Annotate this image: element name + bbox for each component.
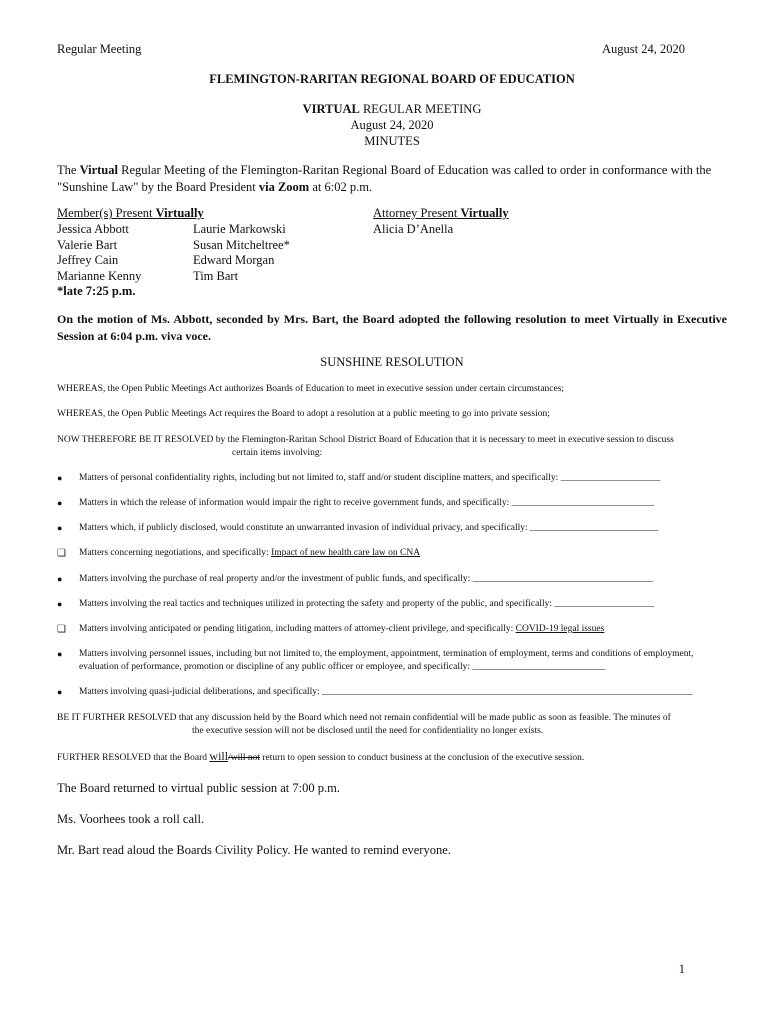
resolution-item-text: Matters involving the purchase of real property and/or the investment of public funds, and specifically: ______________________________________	[79, 574, 654, 584]
opening-text-3: at 6:02 p.m.	[309, 180, 373, 194]
member-name: Marianne Kenny	[57, 268, 142, 283]
return-session-paragraph	[57, 750, 727, 765]
bullet-icon: ●	[57, 473, 63, 483]
closing-paragraph: Ms. Voorhees took a roll call.	[57, 812, 205, 826]
further-resolved-paragraph	[57, 712, 727, 738]
member-name: Susan Mitcheltree*	[193, 237, 290, 252]
opening-bold-1: Virtual	[79, 163, 118, 177]
subtitle-minutes: MINUTES	[364, 134, 420, 148]
resolved-rest: by the Flemington-Raritan School District Board of Education that it is necessary to meet in executive session to discuss	[215, 435, 674, 445]
subtitle-date: August 24, 2020	[350, 118, 434, 132]
members-heading-bold: Virtually	[155, 206, 204, 220]
item-text: Matters involving anticipated or pending litigation, including matters of attorney-client privilege, and specifically:	[79, 624, 516, 634]
bullet-icon: ●	[57, 687, 63, 697]
document-page	[57, 0, 727, 1024]
opening-paragraph	[57, 162, 727, 196]
member-name: Valerie Bart	[57, 237, 118, 252]
closing-paragraph: The Board returned to virtual public session at 7:00 p.m.	[57, 781, 340, 795]
page-number: 1	[678, 962, 685, 976]
member-name: Laurie Markowski	[193, 222, 286, 236]
member-name: Tim Bart	[193, 268, 239, 283]
header-right: August 24, 2020	[602, 42, 685, 56]
subtitle-virtual: VIRTUAL	[302, 102, 360, 116]
bullet-icon: ●	[57, 574, 63, 584]
resolution-item-text: Matters involving quasi-judicial deliberations, and specifically: ______________________________________________________________________________	[79, 687, 693, 697]
members-column-1	[57, 222, 141, 300]
checkbox-icon: ❏	[57, 624, 66, 635]
return-session-text: FURTHER RESOLVED that the Board	[57, 753, 210, 763]
opening-text-2: Regular Meeting of the Flemington-Raritan Regional Board of Education was called to order in conformance with the "Sunshine Law" by the Board President	[57, 163, 712, 194]
subtitle-meeting: REGULAR MEETING	[359, 102, 482, 116]
checkbox-icon: ❏	[57, 548, 66, 559]
further-resolved-continuation: the executive session will not be disclosed until the need for confidentiality no longer exists.	[192, 726, 544, 736]
further-resolved-lead: BE IT FURTHER RESOLVED	[57, 713, 177, 723]
motion-paragraph: On the motion of Ms. Abbott, seconded by Mrs. Bart, the Board adopted the following resolution to meet Virtually in Executive Session at 6:04 p.m. viva voce.	[57, 312, 727, 343]
members-column-2	[193, 222, 290, 284]
resolution-item-text: Matters involving the real tactics and techniques utilized in protecting the safety and property of the public, and specifically: _____________________	[79, 599, 655, 609]
item-specific-underlined: Impact of new health care law on CNA	[271, 548, 421, 558]
opening-bold-2: via Zoom	[258, 180, 310, 194]
member-name: Edward Morgan	[193, 253, 275, 267]
resolution-item-text	[79, 547, 719, 560]
will-option: will	[209, 749, 229, 763]
bullet-icon: ●	[57, 599, 63, 609]
subtitle-line1	[57, 101, 727, 117]
resolved-continuation: certain items involving:	[232, 448, 323, 458]
closing-paragraph: Mr. Bart read aloud the Boards Civility Policy. He wanted to remind everyone.	[57, 843, 451, 857]
members-heading	[57, 206, 204, 222]
resolved-lead: NOW THEREFORE BE IT RESOLVED	[57, 435, 214, 445]
return-session-rest: return to open session to conduct business at the conclusion of the executive session.	[260, 753, 585, 763]
bullet-icon: ●	[57, 523, 63, 533]
item-specific-underlined: COVID-19 legal issues	[515, 624, 605, 634]
opening-text-1: The	[57, 163, 80, 177]
member-name: Jeffrey Cain	[57, 253, 119, 267]
document-title: FLEMINGTON-RARITAN REGIONAL BOARD OF EDUCATION	[209, 72, 575, 86]
member-name: Jessica Abbott	[57, 222, 129, 236]
bullet-icon: ●	[57, 649, 63, 659]
resolution-item-text	[79, 623, 719, 636]
resolution-heading: SUNSHINE RESOLUTION	[320, 355, 464, 369]
item-text: Matters concerning negotiations, and specifically:	[79, 548, 272, 558]
will-not-option-struck: /will not	[228, 753, 261, 763]
bullet-icon: ●	[57, 498, 63, 508]
further-resolved-rest: that any discussion held by the Board which need not remain confidential will be made public as soon as feasible. The minutes of	[178, 713, 671, 723]
attorney-heading	[373, 206, 509, 222]
resolution-item-text: Matters which, if publicly disclosed, would constitute an unwarranted invasion of individual privacy, and specifically: ___________________________	[79, 523, 659, 533]
whereas-1: WHEREAS, the Open Public Meetings Act authorizes Boards of Education to meet in executive session under certain circumstances;	[57, 384, 565, 394]
whereas-2: WHEREAS, the Open Public Meetings Act requires the Board to adopt a resolution at a public meeting to go into private session;	[57, 409, 550, 419]
attorney-heading-text: Attorney Present	[373, 206, 461, 220]
members-heading-text: Member(s) Present	[57, 206, 156, 220]
resolved-paragraph	[57, 434, 727, 460]
late-note: *late 7:25 p.m.	[57, 284, 136, 298]
attorney-heading-bold: Virtually	[460, 206, 509, 220]
resolution-item-text: Matters in which the release of information would impair the right to receive government funds, and specifically: ______________________________	[79, 498, 655, 508]
header-left: Regular Meeting	[57, 42, 142, 56]
resolution-item-text: Matters involving personnel issues, including but not limited to, the employment, appointment, termination of employment, terms and conditions of employment, evaluation of performance, promotion or discipline of any public officer or employee, and specifically: ____________________________	[79, 649, 694, 672]
attorney-name: Alicia D’Anella	[373, 222, 454, 236]
resolution-item-text: Matters of personal confidentiality rights, including but not limited to, staff and/or student discipline matters, and specifically: _____________________	[79, 473, 661, 483]
